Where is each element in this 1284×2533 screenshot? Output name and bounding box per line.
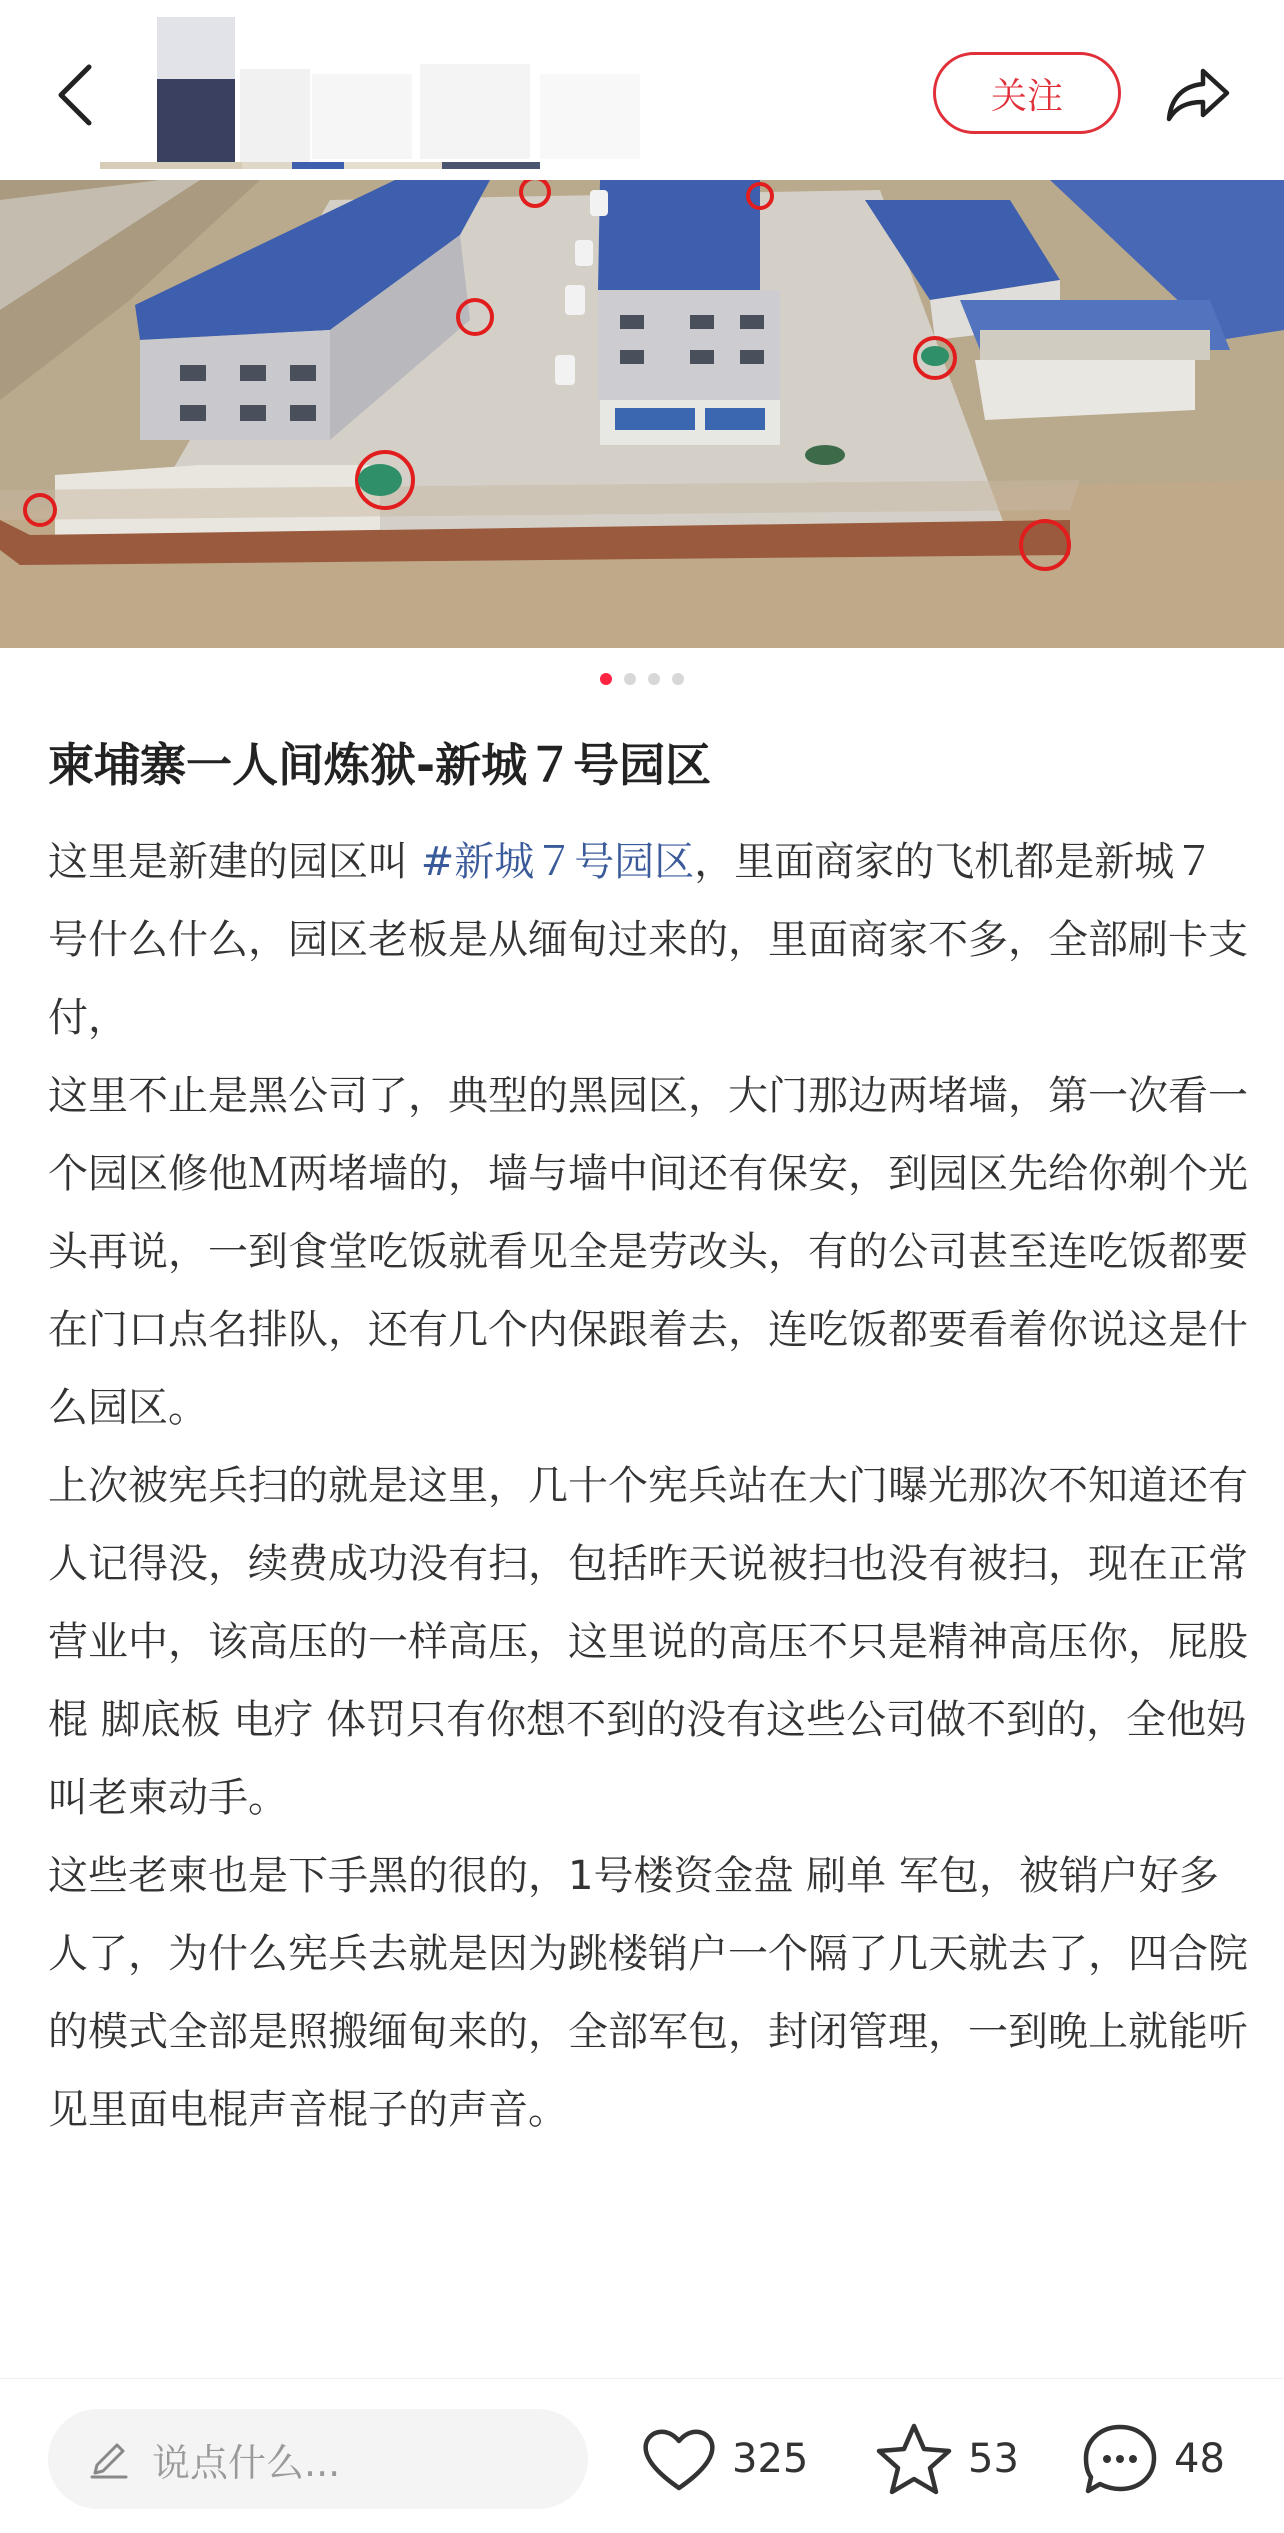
carousel-indicator [0,673,1284,693]
share-icon [1163,65,1233,125]
paragraph-text: 这里是新建的园区叫 [48,839,421,885]
post-paragraph-3: 上次被宪兵扫的就是这里，几十个宪兵站在大门曝光那次不知道还有人记得没，续费成功没有扫，包括昨天说被扫也没有被扫，现在正常营业中，该高压的一样高压，这里说的高压不只是精神高压你，屁股棍 脚底板 电疗 体罚只有你想不到的没有这些公司做不到的，全他妈叫老柬动手。 [48,1463,1248,1821]
heart-icon [640,2424,718,2494]
comment-input[interactable] [48,2409,588,2509]
author-avatar-blurred [100,14,720,169]
post-paragraph-1 [48,823,1248,1057]
star-icon [874,2421,954,2497]
pencil-icon [86,2436,132,2482]
follow-button[interactable]: 关注 [933,52,1121,134]
carousel-dot-4[interactable] [672,673,684,685]
post-paragraph-2: 这里不止是黑公司了，典型的黑园区，大门那边两堵墙，第一次看一个园区修他Ｍ两堵墙的，墙与墙中间还有保安，到园区先给你剃个光头再说，一到食堂吃饭就看见全是劳改头，有的公司甚至连吃饭都要在门口点名排队，还有几个内保跟着去，连吃饭都要看着你说这是什么园区。 [48,1073,1248,1431]
collect-button[interactable] [874,2417,1019,2501]
compound-aerial-photo [0,180,1284,648]
collect-count: 53 [968,2436,1019,2482]
top-bar [0,0,1284,180]
post-body [48,823,1248,2149]
comment-placeholder: 说点什么... [152,2440,341,2485]
post-image[interactable] [0,180,1284,648]
like-count: 325 [732,2436,809,2482]
comment-bubble-icon [1080,2421,1160,2497]
comment-button[interactable] [1080,2417,1225,2501]
comment-count: 48 [1174,2436,1225,2482]
carousel-dot-3[interactable] [648,673,660,685]
carousel-dot-2[interactable] [624,673,636,685]
like-button[interactable] [640,2417,808,2501]
topic-hashtag-link[interactable]: #新城７号园区 [420,839,695,885]
carousel-dot-1[interactable] [600,673,612,685]
bottom-action-bar [0,2378,1284,2533]
post-paragraph-4: 这些老柬也是下手黑的很的，1号楼资金盘 刷单 军包，被销户好多人了，为什么宪兵去就是因为跳楼销户一个隔了几天就去了，四合院的模式全部是照搬缅甸来的，全部军包，封闭管理，一到晚上就能听见里面电棍声音棍子的声音。 [48,1853,1248,2133]
paragraph-text: ，里面商家的飞机都是新城７号什么什么，园区老板是从缅甸过来的，里面商家不多，全部刷卡支付， [48,839,1248,1041]
share-button[interactable] [1158,55,1238,135]
post-title: 柬埔寨一人间炼狱-新城７号园区 [48,738,712,792]
chevron-left-icon [55,63,95,127]
